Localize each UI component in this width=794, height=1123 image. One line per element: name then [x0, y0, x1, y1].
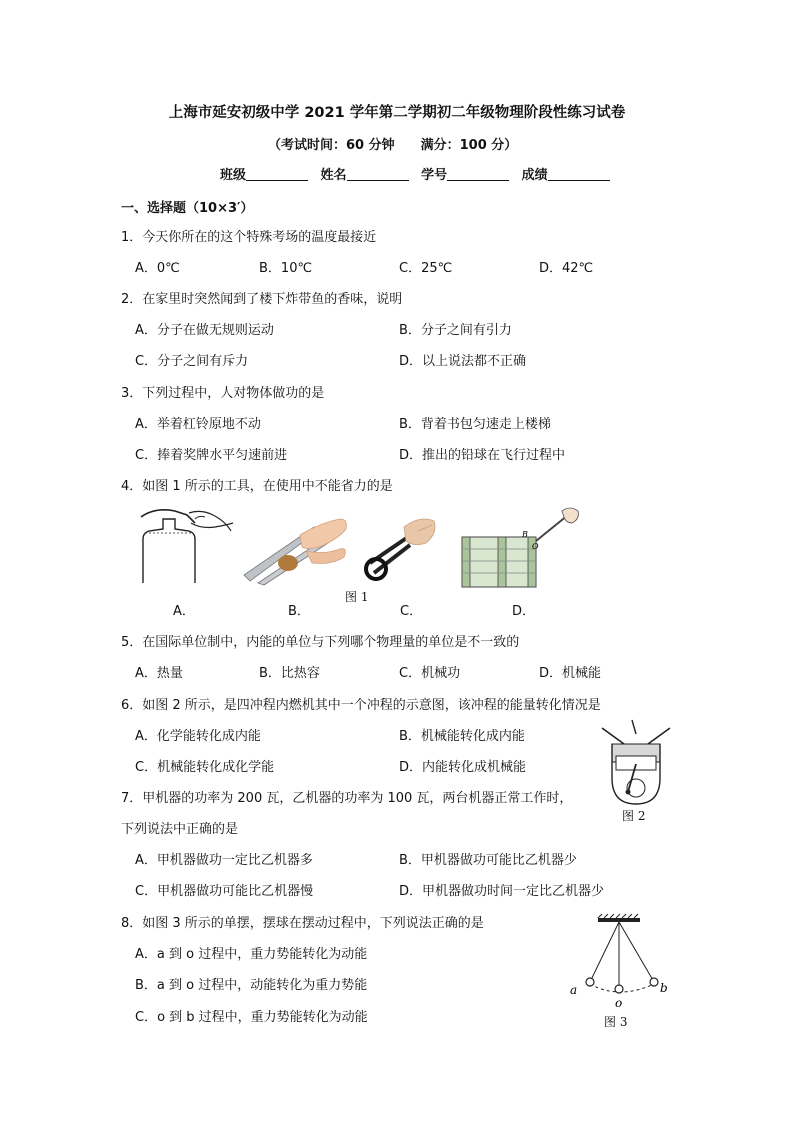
q4-option-b: B． — [288, 604, 310, 619]
q8-option-b: B．a 到 o 过程中，动能转化为重力势能 — [135, 978, 368, 993]
tool-d-crowbar-crate — [460, 505, 585, 589]
q1-option-a: A．0℃ — [135, 261, 180, 276]
q3-option-b: B．背着书包匀速走上楼梯 — [399, 417, 551, 432]
field-id-blank[interactable] — [447, 167, 509, 181]
fig1-label-o: O — [532, 542, 539, 551]
q2-option-a: A．分子在做无规则运动 — [135, 323, 274, 338]
figure-1-caption: 图 1 — [345, 590, 369, 604]
question-3-stem: 3．下列过程中，人对物体做功的是 — [121, 386, 325, 401]
q6-option-d: D．内能转化成机械能 — [399, 760, 527, 775]
pendulum-label-a: a — [570, 983, 578, 997]
question-5-stem: 5．在国际单位制中，内能的单位与下列哪个物理量的单位是不一致的 — [121, 635, 520, 650]
q4-option-a: A． — [173, 604, 195, 619]
fig1-label-b: B — [522, 530, 528, 539]
field-class-label: 班级 — [220, 168, 247, 183]
field-name-label: 姓名 — [320, 168, 347, 183]
q2-option-b: B．分子之间有引力 — [399, 323, 512, 338]
pendulum-label-o: o — [615, 996, 623, 1010]
exam-info: （考试时间：60 分钟 满分：100 分） — [268, 138, 518, 153]
q3-option-d: D．推出的铅球在飞行过程中 — [399, 448, 566, 463]
question-8-stem: 8．如图 3 所示的单摆，摆球在摆动过程中，下列说法正确的是 — [121, 916, 484, 931]
q5-option-c: C．机械功 — [399, 666, 461, 681]
field-name-blank[interactable] — [347, 167, 409, 181]
q6-option-a: A．化学能转化成内能 — [135, 729, 261, 744]
question-7-stem-cont: 下列说法中正确的是 — [121, 822, 239, 837]
q3-option-a: A．举着杠铃原地不动 — [135, 417, 261, 432]
engine-cylinder-diagram — [598, 718, 674, 808]
tool-c-tongs — [360, 505, 440, 585]
question-4-stem: 4．如图 1 所示的工具，在使用中不能省力的是 — [121, 479, 393, 494]
tool-a-bottle-opener — [135, 503, 235, 587]
pendulum-label-b: b — [660, 981, 668, 995]
q7-option-b: B．甲机器做功可能比乙机器少 — [399, 853, 577, 868]
q4-option-c: C． — [400, 604, 423, 619]
figure-2-caption: 图 2 — [622, 809, 646, 823]
figure-3-caption: 图 3 — [604, 1015, 628, 1029]
section-heading: 一、选择题（10×3′） — [121, 201, 254, 216]
q7-option-a: A．甲机器做功一定比乙机器多 — [135, 853, 313, 868]
field-score-label: 成绩 — [521, 168, 548, 183]
page-title: 上海市延安初级中学 2021 学年第二学期初二年级物理阶段性练习试卷 — [168, 105, 626, 121]
q3-option-c: C．捧着奖牌水平匀速前进 — [135, 448, 288, 463]
student-info-fields — [220, 164, 618, 183]
question-2-stem: 2．在家里时突然闻到了楼下炸带鱼的香味，说明 — [121, 292, 403, 307]
tool-b-nutcracker — [240, 505, 350, 585]
q8-option-a: A．a 到 o 过程中，重力势能转化为动能 — [135, 947, 368, 962]
field-id-label: 学号 — [421, 168, 448, 183]
q8-option-c: C．o 到 b 过程中，重力势能转化为动能 — [135, 1010, 368, 1025]
q1-option-b: B．10℃ — [259, 261, 313, 276]
pendulum-diagram — [568, 914, 672, 1012]
q6-option-c: C．机械能转化成化学能 — [135, 760, 275, 775]
q2-option-c: C．分子之间有斥力 — [135, 354, 249, 369]
q5-option-d: D．机械能 — [539, 666, 602, 681]
field-class-blank[interactable] — [246, 167, 308, 181]
q2-option-d: D．以上说法都不正确 — [399, 354, 527, 369]
q5-option-b: B．比热容 — [259, 666, 320, 681]
q5-option-a: A．热量 — [135, 666, 183, 681]
q1-option-d: D．42℃ — [539, 261, 594, 276]
field-score-blank[interactable] — [548, 167, 610, 181]
question-6-stem: 6．如图 2 所示，是四冲程内燃机其中一个冲程的示意图，该冲程的能量转化情况是 — [121, 698, 601, 713]
q7-option-d: D．甲机器做功时间一定比乙机器少 — [399, 884, 605, 899]
q7-option-c: C．甲机器做功可能比乙机器慢 — [135, 884, 314, 899]
q4-option-d: D． — [512, 604, 536, 619]
question-1-stem: 1．今天你所在的这个特殊考场的温度最接近 — [121, 230, 377, 245]
q1-option-c: C．25℃ — [399, 261, 453, 276]
q6-option-b: B．机械能转化成内能 — [399, 729, 525, 744]
question-7-stem: 7．甲机器的功率为 200 瓦，乙机器的功率为 100 瓦，两台机器正常工作时， — [121, 791, 573, 806]
